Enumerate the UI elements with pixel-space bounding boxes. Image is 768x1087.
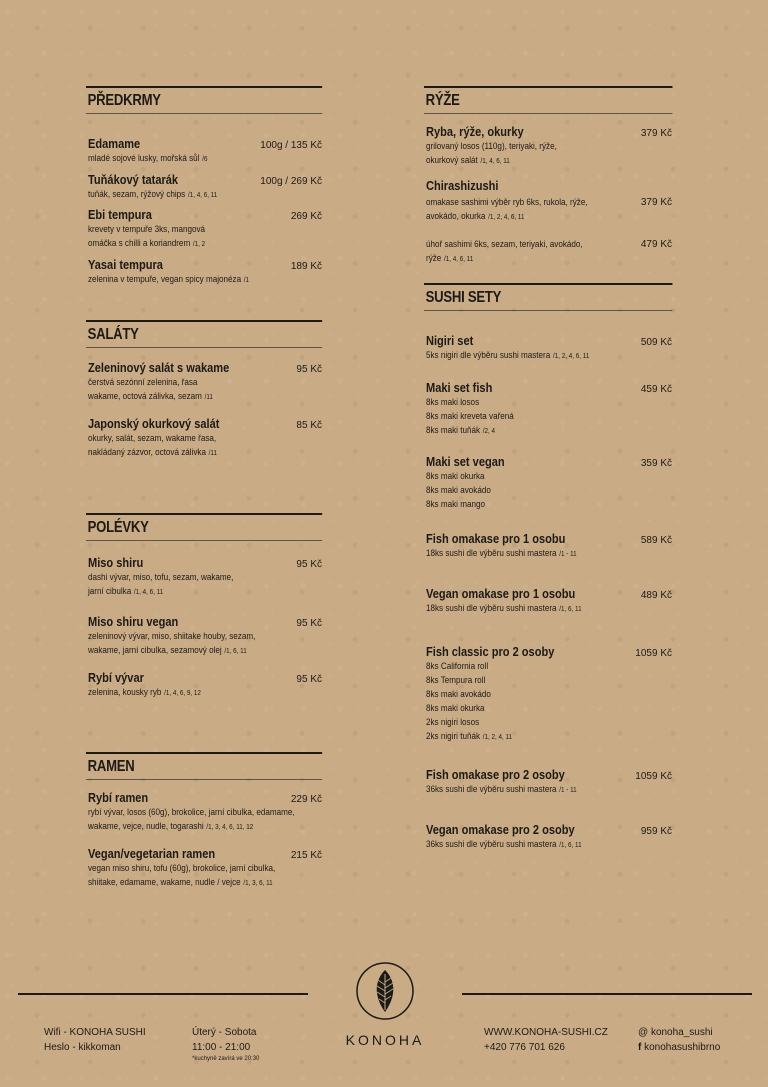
menu-item — [426, 586, 672, 617]
facebook-icon: f — [638, 1042, 642, 1053]
menu-item — [426, 644, 672, 745]
item-price: 589 Kč — [640, 535, 672, 546]
menu-item — [88, 790, 322, 835]
item-description: zelenina, kousky ryb /1, 4, 6, 9, 12 — [88, 687, 201, 697]
menu-item — [426, 822, 672, 853]
opening-days: Úterý - Sobota — [192, 1027, 257, 1038]
item-price: 85 Kč — [296, 420, 322, 431]
item-description: 8ks California roll — [426, 661, 489, 671]
item-price: 959 Kč — [640, 826, 672, 837]
item-allergens: /6 — [202, 156, 208, 163]
item-description: jarní cibulka /1, 4, 6, 11 — [88, 586, 164, 596]
item-name: Tuňákový tatarák — [88, 172, 179, 187]
item-name: Miso shiru vegan — [88, 614, 179, 629]
item-name: Miso shiru — [88, 555, 144, 570]
section-title: RÝŽE — [424, 86, 672, 114]
wifi-name: Wifi - KONOHA SUSHI — [44, 1027, 146, 1038]
at-sign-icon: @ — [638, 1027, 649, 1038]
item-name: Ebi tempura — [88, 207, 152, 222]
item-name: Japonský okurkový salát — [88, 416, 220, 431]
item-description: okurkový salát /1, 4, 6, 11 — [426, 155, 510, 165]
item-price: 1059 Kč — [635, 648, 672, 659]
item-name: Fish classic pro 2 osoby — [426, 644, 555, 659]
item-description: 36ks sushi dle výběru sushi mastera /1, 6, 11 — [426, 839, 582, 849]
menu-item — [426, 124, 672, 169]
item-description: 8ks maki mango — [426, 499, 485, 509]
section-ryze — [424, 86, 672, 263]
item-description: wakame, octová zálivka, sezam /11 — [88, 391, 213, 401]
menu-item — [88, 136, 322, 167]
item-description: okurky, salát, sezam, wakame řasa, — [88, 433, 217, 443]
item-price: 95 Kč — [296, 618, 322, 629]
item-description: 8ks maki okurka — [426, 703, 485, 713]
section-title: PŘEDKRMY — [86, 86, 322, 114]
item-description: grilovaný losos (110g), teriyaki, rýže, — [426, 141, 557, 151]
menu-item — [88, 257, 322, 288]
item-price: 215 Kč — [290, 850, 322, 861]
item-name: Chirashizushi — [426, 178, 499, 193]
item-allergens: /11 — [208, 450, 217, 457]
item-allergens: /11 — [204, 394, 213, 401]
leaf-logo-icon — [355, 1009, 415, 1026]
item-description: tuňák, sezam, rýžový chips /1, 4, 6, 11 — [88, 189, 218, 199]
menu-item — [426, 380, 672, 439]
item-price: 459 Kč — [640, 384, 672, 395]
kitchen-note: *kuchyně zavírá ve 20:30 — [192, 1056, 260, 1062]
item-description: wakame, jarní cibulka, sezamový olej /1, 6, 11 — [88, 645, 247, 655]
item-description: 8ks Tempura roll — [426, 675, 486, 685]
item-description: 8ks maki okurka — [426, 471, 485, 481]
menu-item — [426, 333, 672, 364]
item-name: Maki set fish — [426, 380, 493, 395]
section-ramen — [86, 752, 322, 887]
item-price: 100g / 269 Kč — [260, 176, 322, 187]
item-description: omakase sashimi výběr ryb 6ks, rukola, rýže, — [426, 197, 588, 207]
facebook-link[interactable]: f konohasushibrno — [638, 1042, 721, 1053]
item-price: 479 Kč — [640, 239, 672, 250]
item-description: zelenina v tempuře, vegan spicy majonéza /1 — [88, 274, 250, 284]
item-description: omáčka s chilli a koriandrem /1, 2 — [88, 238, 206, 248]
menu-item — [426, 531, 672, 562]
item-name: Rybí ramen — [88, 790, 149, 805]
instagram-link[interactable]: @ konoha_sushi — [638, 1027, 713, 1038]
item-allergens: /1, 6, 11 — [224, 648, 247, 655]
item-price: 95 Kč — [296, 674, 322, 685]
item-name: Vegan/vegetarian ramen — [88, 846, 216, 861]
item-price: 100g / 135 Kč — [260, 140, 322, 151]
item-price: 189 Kč — [290, 261, 322, 272]
item-name: Fish omakase pro 1 osobu — [426, 531, 566, 546]
item-allergens: /1, 6, 11 — [559, 606, 582, 613]
item-description: wakame, vejce, nudle, togarashi /1, 3, 4, 6, 11, 12 — [88, 821, 254, 831]
item-description: zeleninový vývar, miso, shiitake houby, sezam, — [88, 631, 256, 641]
item-description: 8ks maki kreveta vařená — [426, 411, 514, 421]
website-link[interactable]: WWW.KONOHA-SUSHI.CZ — [484, 1027, 608, 1038]
item-description: shiitake, edamame, wakame, nudle / vejce /1, 3, 6, 11 — [88, 877, 273, 887]
section-polevky — [86, 513, 322, 697]
footer-divider-left — [18, 993, 308, 995]
menu-item — [88, 670, 322, 701]
item-name: Ryba, rýže, okurky — [426, 124, 524, 139]
item-price: 95 Kč — [296, 364, 322, 375]
item-description: čerstvá sezónní zelenina, řasa — [88, 377, 198, 387]
item-name: Edamame — [88, 136, 141, 151]
menu-item — [88, 360, 322, 405]
item-description: dashi vývar, miso, tofu, sezam, wakame, — [88, 572, 234, 582]
item-allergens: /1 - 11 — [559, 787, 577, 794]
item-description: rybí vývar, losos (60g), brokolice, jarní cibulka, edamame, — [88, 807, 295, 817]
item-name: Fish omakase pro 2 osoby — [426, 767, 565, 782]
brand-name: KONOHA — [345, 1032, 425, 1048]
item-allergens: /1, 2, 4, 11 — [482, 734, 513, 741]
opening-time: 11:00 - 21:00 — [192, 1042, 251, 1053]
item-allergens: /1, 6, 11 — [559, 842, 582, 849]
item-allergens: /1 — [243, 277, 250, 284]
section-sushi-sety — [424, 283, 672, 849]
item-description: 18ks sushi dle výběru sushi mastera /1, 6, 11 — [426, 603, 582, 613]
item-price: 1059 Kč — [635, 771, 672, 782]
item-description: rýže /1, 4, 6, 11 — [426, 253, 474, 263]
contact-info — [484, 1025, 608, 1055]
item-allergens: /1, 2, 4, 6, 11 — [488, 214, 525, 221]
item-allergens: /1 - 11 — [559, 551, 577, 558]
item-name: Yasai tempura — [88, 257, 163, 272]
menu-item — [88, 846, 322, 891]
menu-item — [88, 555, 322, 600]
section-predkrmy — [86, 86, 322, 284]
item-name: Vegan omakase pro 1 osobu — [426, 586, 576, 601]
menu-item — [88, 416, 322, 461]
section-title: POLÉVKY — [86, 513, 322, 541]
item-price: 489 Kč — [640, 590, 672, 601]
item-description: úhoř sashimi 6ks, sezam, teriyaki, avokádo, — [426, 239, 583, 249]
item-allergens: /1, 4, 6, 11 — [187, 192, 218, 199]
item-description: 2ks nigiri losos — [426, 717, 480, 727]
item-price: 95 Kč — [296, 559, 322, 570]
item-description: 2ks nigiri tuňák /1, 2, 4, 11 — [426, 731, 513, 741]
section-salaty — [86, 320, 322, 457]
item-allergens: /1, 4, 6, 11 — [133, 589, 164, 596]
item-allergens: /1, 4, 6, 11 — [480, 158, 510, 165]
item-description: 36ks sushi dle výběru sushi mastera /1 - 11 — [426, 784, 577, 794]
item-description: 8ks maki tuňák /2, 4 — [426, 425, 495, 435]
phone-number[interactable]: +420 776 701 626 — [484, 1042, 565, 1053]
item-name: Nigiri set — [426, 333, 474, 348]
item-description: nakládaný zázvor, octová zálivka /11 — [88, 447, 217, 457]
item-description: 8ks maki avokádo — [426, 689, 491, 699]
menu-item — [426, 454, 672, 511]
item-name: Zeleninový salát s wakame — [88, 360, 230, 375]
item-description: 18ks sushi dle výběru sushi mastera /1 - 11 — [426, 548, 577, 558]
item-allergens: /1, 2 — [192, 241, 206, 248]
item-price: 359 Kč — [640, 458, 672, 469]
menu-item — [426, 767, 672, 798]
item-name: Rybí vývar — [88, 670, 144, 685]
menu-item — [426, 237, 672, 267]
item-description: mladé sojové lusky, mořská sůl /6 — [88, 153, 208, 163]
item-allergens: /1, 2, 4, 6, 11 — [552, 353, 590, 360]
item-description: vegan miso shiru, tofu (60g), brokolice, jarní cibulka, — [88, 863, 276, 873]
menu-item — [88, 614, 322, 659]
item-description: avokádo, okurka /1, 2, 4, 6, 11 — [426, 211, 525, 221]
section-title: SUSHI SETY — [424, 283, 672, 311]
section-title: RAMEN — [86, 752, 322, 780]
item-allergens: /1, 3, 6, 11 — [243, 880, 273, 887]
item-price: 269 Kč — [290, 211, 322, 222]
opening-hours — [192, 1025, 259, 1063]
social-links — [638, 1025, 720, 1055]
wifi-info — [44, 1025, 146, 1055]
logo — [355, 960, 415, 1027]
item-price: 379 Kč — [640, 197, 672, 208]
menu-item — [88, 172, 322, 203]
item-description: 8ks maki avokádo — [426, 485, 491, 495]
item-allergens: /2, 4 — [482, 428, 495, 435]
item-allergens: /1, 4, 6, 11 — [444, 256, 474, 263]
footer-divider-right — [462, 993, 752, 995]
wifi-password: Heslo - kikkoman — [44, 1042, 121, 1053]
section-title: SALÁTY — [86, 320, 322, 348]
item-description: krevety v tempuře 3ks, mangová — [88, 224, 206, 234]
item-name: Maki set vegan — [426, 454, 505, 469]
menu-item — [88, 207, 322, 252]
item-name: Vegan omakase pro 2 osoby — [426, 822, 575, 837]
item-price: 509 Kč — [640, 337, 672, 348]
item-description: 5ks nigiri dle výběru sushi mastera /1, 2, 4, 6, 11 — [426, 350, 590, 360]
item-description: 8ks maki losos — [426, 397, 480, 407]
item-price: 379 Kč — [640, 128, 672, 139]
item-price: 229 Kč — [290, 794, 322, 805]
item-allergens: /1, 3, 4, 6, 11, 12 — [206, 824, 254, 831]
item-allergens: /1, 4, 6, 9, 12 — [164, 690, 201, 697]
menu-item — [426, 178, 672, 225]
